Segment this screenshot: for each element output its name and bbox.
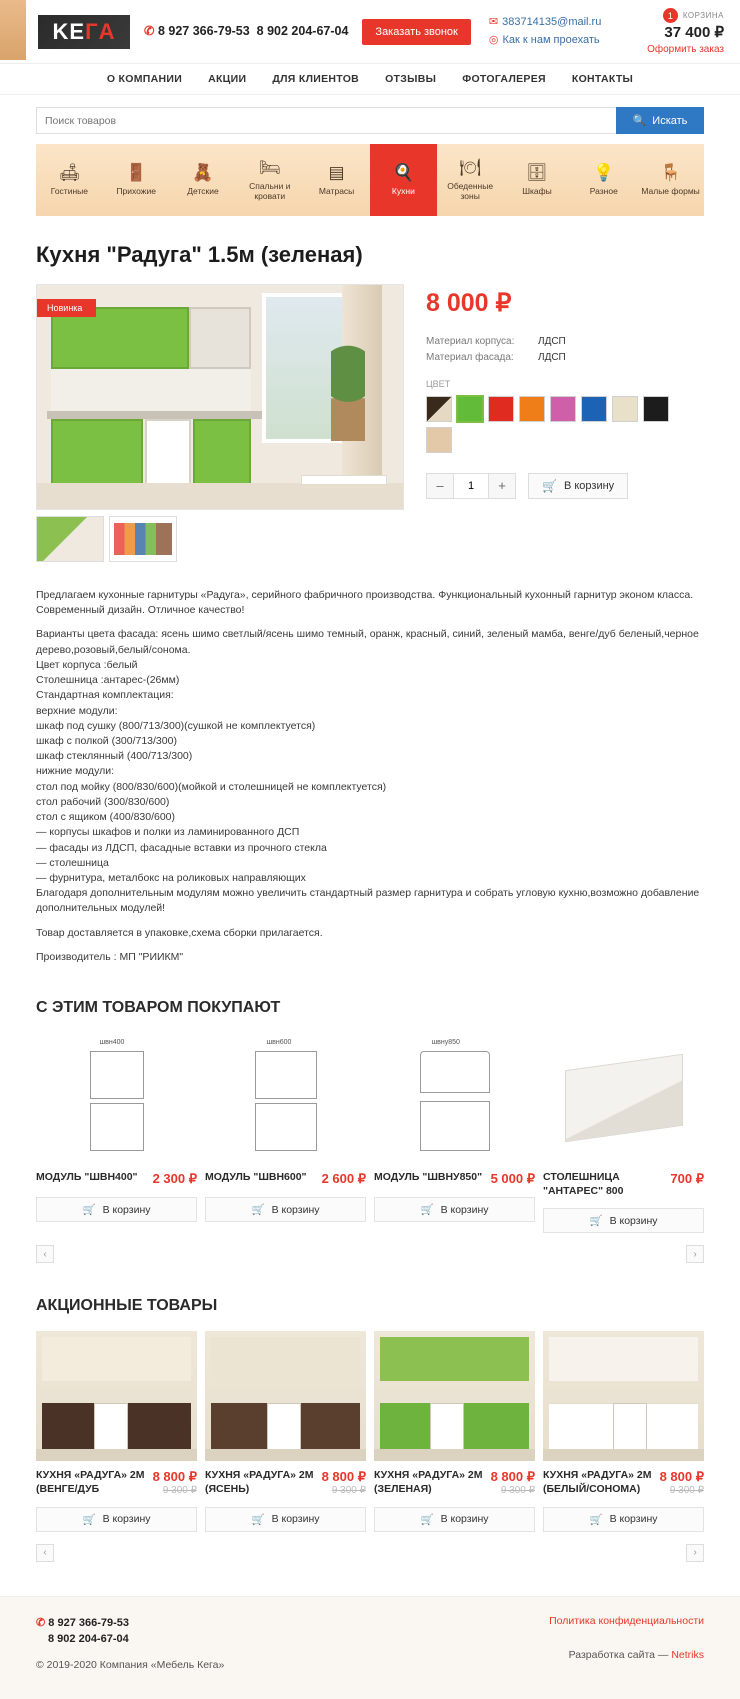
category-label: Матрасы xyxy=(318,186,355,196)
color-swatches xyxy=(426,396,676,453)
promo-prev-button[interactable]: ‹ xyxy=(36,1544,54,1562)
product-price: 8 000 ₽ xyxy=(426,289,512,317)
desc-line: Цвет корпуса :белый xyxy=(36,658,138,671)
logo-text-1: K xyxy=(52,18,70,44)
desc-line: — фасады из ЛДСП, фасадные вставки из прочного стекла xyxy=(36,841,327,854)
category-malye-formy[interactable] xyxy=(637,144,704,216)
promo-add-to-cart-button[interactable] xyxy=(36,1507,197,1532)
cart-icon: 🛒 xyxy=(251,1513,265,1526)
related-card-list xyxy=(36,1033,704,1233)
phone-icon: ✆ xyxy=(144,24,155,39)
site-logo[interactable] xyxy=(38,15,130,49)
desc-line: шкаф стеклянный (400/713/300) xyxy=(36,750,193,763)
countertop-illustration xyxy=(565,1054,683,1143)
footer-copyright: © 2019-2020 Компания «Мебель Кега» xyxy=(36,1658,225,1671)
spec-value: ЛДСП xyxy=(538,352,566,363)
related-card-price: 700 ₽ xyxy=(670,1171,704,1187)
footer-left xyxy=(36,1615,224,1674)
promo-add-to-cart-label: В корзину xyxy=(271,1513,320,1526)
desc-line: нижние модули: xyxy=(36,765,114,778)
nav-item-reviews[interactable]: ОТЗЫВЫ xyxy=(385,73,437,85)
carousel-prev-button[interactable]: ‹ xyxy=(36,1245,54,1263)
swatch-pink[interactable] xyxy=(550,396,576,422)
promo-card-image xyxy=(36,1331,197,1461)
product-main-image[interactable] xyxy=(36,284,404,510)
related-card[interactable] xyxy=(36,1033,197,1233)
promo-card[interactable] xyxy=(374,1331,535,1531)
swatch-orange[interactable] xyxy=(519,396,545,422)
desc-line: стол под мойку (800/830/600)(мойкой и столешницей не комплектуется) xyxy=(36,780,387,793)
spec-value: ЛДСП xyxy=(538,336,566,347)
related-add-to-cart-label: В корзину xyxy=(102,1203,151,1216)
swatch-light-wood[interactable] xyxy=(426,427,452,453)
swatch-black[interactable] xyxy=(643,396,669,422)
related-carousel xyxy=(36,1033,704,1263)
bed-icon: 🛏 xyxy=(258,158,281,177)
add-to-cart-button[interactable] xyxy=(528,473,628,499)
related-section-title: С ЭТИМ ТОВАРОМ ПОКУПАЮТ xyxy=(36,999,281,1017)
promo-add-to-cart-button[interactable] xyxy=(205,1507,366,1532)
cart-icon: 🛒 xyxy=(420,1513,434,1526)
chair-icon: 🪑 xyxy=(659,163,682,182)
category-matrasy[interactable] xyxy=(303,144,370,216)
related-add-to-cart-button[interactable] xyxy=(205,1197,366,1222)
desc-line: Предлагаем кухонные гарнитуры «Радуга», серийного фабричного производства. Функциональный кухонный гарнитур эконом класса. Современный дизайн. Отличное качество! xyxy=(36,589,694,617)
related-card-image xyxy=(36,1033,197,1163)
related-card-name: МОДУЛЬ "ШВН400" xyxy=(36,1171,138,1184)
desc-line: — фурнитура, металбокс на роликовых направляющих xyxy=(36,871,306,884)
search-bar xyxy=(0,95,740,144)
category-label: Кухни xyxy=(391,186,415,196)
spec-label: Материал корпуса: xyxy=(426,336,515,347)
category-gostinye[interactable] xyxy=(36,144,103,216)
module-sketch xyxy=(74,1039,160,1157)
cart-icon: 🛒 xyxy=(589,1513,603,1526)
promo-card-list xyxy=(36,1331,704,1531)
promo-card[interactable] xyxy=(36,1331,197,1531)
related-add-to-cart-label: В корзину xyxy=(271,1203,320,1216)
nav-item-contacts[interactable]: КОНТАКТЫ xyxy=(571,73,634,85)
lamp-icon: 💡 xyxy=(593,163,615,182)
mattress-icon: ▤ xyxy=(328,163,345,182)
category-kuhni[interactable] xyxy=(370,144,437,216)
cart-icon: 🛒 xyxy=(82,1513,96,1526)
promo-card-name: КУХНЯ «РАДУГА» 2М (ЗЕЛЕНАЯ) xyxy=(374,1469,483,1495)
swatch-venge-oak[interactable] xyxy=(426,396,452,422)
cart-count-badge: 1 xyxy=(663,8,678,23)
thumbnail-list xyxy=(36,516,404,562)
spec-label: Материал фасада: xyxy=(426,352,514,363)
quantity-input[interactable] xyxy=(454,473,488,499)
desc-line: шкаф под сушку (800/713/300)(сушкой не комплектуется) xyxy=(36,719,316,732)
promo-add-to-cart-label: В корзину xyxy=(102,1513,151,1526)
header-contacts xyxy=(489,14,601,49)
header-email[interactable]: 383714135@mail.ru xyxy=(502,15,602,28)
promo-card-old-price: 9 300 ₽ xyxy=(331,1485,366,1497)
search-button-label: Искать xyxy=(652,114,688,127)
wardrobe-icon: 🚪 xyxy=(125,163,147,182)
related-card[interactable] xyxy=(205,1033,366,1233)
desc-line: верхние модули: xyxy=(36,704,118,717)
kids-icon: 🧸 xyxy=(192,163,214,182)
related-add-to-cart-label: В корзину xyxy=(440,1203,489,1216)
related-add-to-cart-button[interactable] xyxy=(374,1197,535,1222)
route-link[interactable]: Как к нам проехать xyxy=(502,33,600,46)
desc-line: стол рабочий (300/830/600) xyxy=(36,795,170,808)
decorative-corner xyxy=(0,0,26,60)
search-input[interactable] xyxy=(36,107,616,134)
category-raznoe[interactable] xyxy=(570,144,637,216)
promo-card-image xyxy=(374,1331,535,1461)
swatch-beige[interactable] xyxy=(612,396,638,422)
category-shkafy[interactable] xyxy=(504,144,571,216)
sofa-icon: 🛋 xyxy=(58,163,81,182)
nav-item-about[interactable]: О КОМПАНИИ xyxy=(106,73,183,85)
related-card-image xyxy=(205,1033,366,1163)
category-label: Спальни и кровати xyxy=(249,181,291,201)
quantity-increase-button[interactable]: + xyxy=(488,473,516,499)
desc-line: — столешница xyxy=(36,856,109,869)
desc-line: Столешница :антарес-(26мм) xyxy=(36,674,180,687)
nav-item-clients[interactable]: ДЛЯ КЛИЕНТОВ xyxy=(272,73,360,85)
related-card-image xyxy=(543,1033,704,1163)
nav-item-sales[interactable]: АКЦИИ xyxy=(208,73,247,85)
related-card[interactable] xyxy=(543,1033,704,1233)
cart-icon: 🛒 xyxy=(542,479,557,493)
location-pin-icon: ◎ xyxy=(488,33,499,46)
thumbnail-2[interactable] xyxy=(109,516,177,562)
swatch-blue[interactable] xyxy=(581,396,607,422)
related-card-name: СТОЛЕШНИЦА "АНТАРЕС" 800 xyxy=(543,1171,624,1197)
promo-add-to-cart-label: В корзину xyxy=(609,1513,658,1526)
related-card-image xyxy=(374,1033,535,1163)
category-label: Гостиные xyxy=(50,186,88,196)
callback-button[interactable]: Заказать звонок xyxy=(362,19,470,45)
add-to-cart-label: В корзину xyxy=(563,480,615,492)
related-card-name: МОДУЛЬ "ШВНУ850" xyxy=(374,1171,483,1184)
header xyxy=(0,0,740,63)
header-phone-1[interactable]: 8 927 366-79-53 xyxy=(157,24,250,39)
new-badge: Новинка xyxy=(37,299,96,317)
purchase-controls xyxy=(426,473,704,499)
promo-add-to-cart-button[interactable] xyxy=(374,1507,535,1532)
category-label: Малые формы xyxy=(641,186,700,196)
promo-card-old-price: 9 300 ₽ xyxy=(162,1485,197,1497)
promo-card-image xyxy=(543,1331,704,1461)
promo-next-button[interactable]: › xyxy=(686,1544,704,1562)
promo-card-price: 8 800 ₽ xyxy=(152,1469,197,1485)
promo-card-name: КУХНЯ «РАДУГА» 2М (БЕЛЫЙ/СОНОМА) xyxy=(543,1469,652,1495)
category-label: Разное xyxy=(589,186,618,196)
promo-card-price: 8 800 ₽ xyxy=(490,1469,535,1485)
spec-row-facade xyxy=(426,352,704,363)
promo-carousel xyxy=(36,1331,704,1561)
category-label: Шкафы xyxy=(522,186,552,196)
product-section xyxy=(36,284,704,562)
dev-label: Разработка сайта — xyxy=(568,1648,669,1661)
phone-icon: ✆ xyxy=(36,1616,46,1629)
kitchen-photo-illustration xyxy=(37,285,403,509)
mail-icon: ✉ xyxy=(488,15,499,28)
promo-card-name: КУХНЯ «РАДУГА» 2М (ЯСЕНЬ) xyxy=(205,1469,314,1495)
page-title: Кухня "Радуга" 1.5м (зеленая) xyxy=(36,242,363,267)
category-obedennye-zony[interactable] xyxy=(437,144,504,216)
manufacturer-note: Производитель : МП "РИИКМ" xyxy=(36,950,184,963)
related-card-price: 2 300 ₽ xyxy=(152,1171,197,1187)
footer-phone-2[interactable]: 8 902 204-67-04 xyxy=(48,1633,129,1646)
category-spalni[interactable] xyxy=(236,144,303,216)
logo-text-2: E xyxy=(69,18,86,44)
promo-carousel-arrows xyxy=(36,1544,704,1562)
category-detskie[interactable] xyxy=(170,144,237,216)
swatch-red[interactable] xyxy=(488,396,514,422)
promo-card[interactable] xyxy=(205,1331,366,1531)
main-navigation xyxy=(0,63,740,95)
promo-card-price: 8 800 ₽ xyxy=(321,1469,366,1485)
category-strip xyxy=(36,144,704,216)
kitchen-icon: 🍳 xyxy=(392,163,414,182)
promo-add-to-cart-label: В корзину xyxy=(440,1513,489,1526)
carousel-next-button[interactable]: › xyxy=(686,1245,704,1263)
checkout-link[interactable]: Оформить заказ xyxy=(647,44,724,55)
search-icon: 🔍 xyxy=(632,115,647,127)
related-add-to-cart-button[interactable] xyxy=(36,1197,197,1222)
cart-widget[interactable] xyxy=(626,8,730,55)
module-sketch xyxy=(243,1039,329,1157)
quantity-decrease-button[interactable]: – xyxy=(426,473,454,499)
cupboard-icon: 🗄 xyxy=(526,163,548,182)
sketch-label: швну850 xyxy=(431,1039,460,1047)
developer-link[interactable]: Netriks xyxy=(671,1648,704,1661)
desc-line: стол с ящиком (400/830/600) xyxy=(36,811,176,824)
footer-right xyxy=(549,1615,704,1674)
category-label: Детские xyxy=(187,186,219,196)
product-description xyxy=(36,588,704,965)
desc-line: Варианты цвета фасада: ясень шимо светлый/ясень шимо темный, оранж, красный, синий, зеленый мамба, венге/дуб беленый,черное дерево,розовый,белый/сонома. xyxy=(36,628,699,656)
dining-icon: 🍽 xyxy=(459,158,481,177)
promo-card-old-price: 9 300 ₽ xyxy=(669,1485,704,1497)
desc-line: Стандартная комплектация: xyxy=(36,689,174,702)
module-sketch xyxy=(412,1039,498,1157)
cart-icon: 🛒 xyxy=(589,1215,603,1228)
category-label: Обеденные зоны xyxy=(447,181,494,201)
product-gallery xyxy=(36,284,404,562)
category-label: Прихожие xyxy=(116,186,156,196)
cart-icon: 🛒 xyxy=(420,1204,434,1217)
promo-card-price: 8 800 ₽ xyxy=(659,1469,704,1485)
delivery-note: Товар доставляется в упаковке,схема сборки прилагается. xyxy=(36,926,323,939)
swatch-green[interactable] xyxy=(457,396,483,422)
header-phone-2[interactable]: 8 902 204-67-04 xyxy=(256,24,349,39)
promo-section-title: АКЦИОННЫЕ ТОВАРЫ xyxy=(36,1297,218,1315)
related-card-price: 2 600 ₽ xyxy=(321,1171,366,1187)
privacy-policy-link[interactable]: Политика конфиденциальности xyxy=(549,1614,704,1627)
cart-icon: 🛒 xyxy=(251,1204,265,1217)
product-info xyxy=(426,284,704,562)
desc-line: — корпусы шкафов и полки из ламинированного ДСП xyxy=(36,826,300,839)
search-button[interactable] xyxy=(616,107,704,134)
sketch-label: швн400 xyxy=(99,1039,125,1047)
spec-row-body xyxy=(426,336,704,347)
promo-card-old-price: 9 300 ₽ xyxy=(500,1485,535,1497)
promo-add-to-cart-button[interactable] xyxy=(543,1507,704,1532)
sketch-label: швн600 xyxy=(266,1039,292,1047)
footer xyxy=(0,1596,740,1699)
desc-line: Благодаря дополнительным модулям можно увеличить стандартный размер гарнитура и собрать угловую кухню,возможно добавление дополнительных модулей! xyxy=(36,887,700,915)
related-add-to-cart-button[interactable] xyxy=(543,1208,704,1233)
promo-card[interactable] xyxy=(543,1331,704,1531)
promo-card-name: КУХНЯ «РАДУГА» 2М (ВЕНГЕ/ДУБ xyxy=(36,1469,145,1495)
category-prihozhie[interactable] xyxy=(103,144,170,216)
nav-item-gallery[interactable]: ФОТОГАЛЕРЕЯ xyxy=(462,73,546,85)
cart-label: КОРЗИНА xyxy=(682,11,724,20)
logo-text-3: ГA xyxy=(85,18,116,44)
related-card[interactable] xyxy=(374,1033,535,1233)
cart-icon: 🛒 xyxy=(82,1204,96,1217)
related-card-price: 5 000 ₽ xyxy=(490,1171,535,1187)
thumbnail-1[interactable] xyxy=(36,516,104,562)
footer-phone-1[interactable]: 8 927 366-79-53 xyxy=(48,1616,130,1629)
related-carousel-arrows xyxy=(36,1245,704,1263)
cart-total: 37 400 ₽ xyxy=(664,24,724,41)
desc-line: шкаф с полкой (300/713/300) xyxy=(36,734,177,747)
promo-card-image xyxy=(205,1331,366,1461)
related-card-name: МОДУЛЬ "ШВН600" xyxy=(205,1171,307,1184)
header-phones xyxy=(144,23,348,40)
color-section-label: ЦВЕТ xyxy=(426,379,451,389)
related-add-to-cart-label: В корзину xyxy=(609,1214,658,1227)
